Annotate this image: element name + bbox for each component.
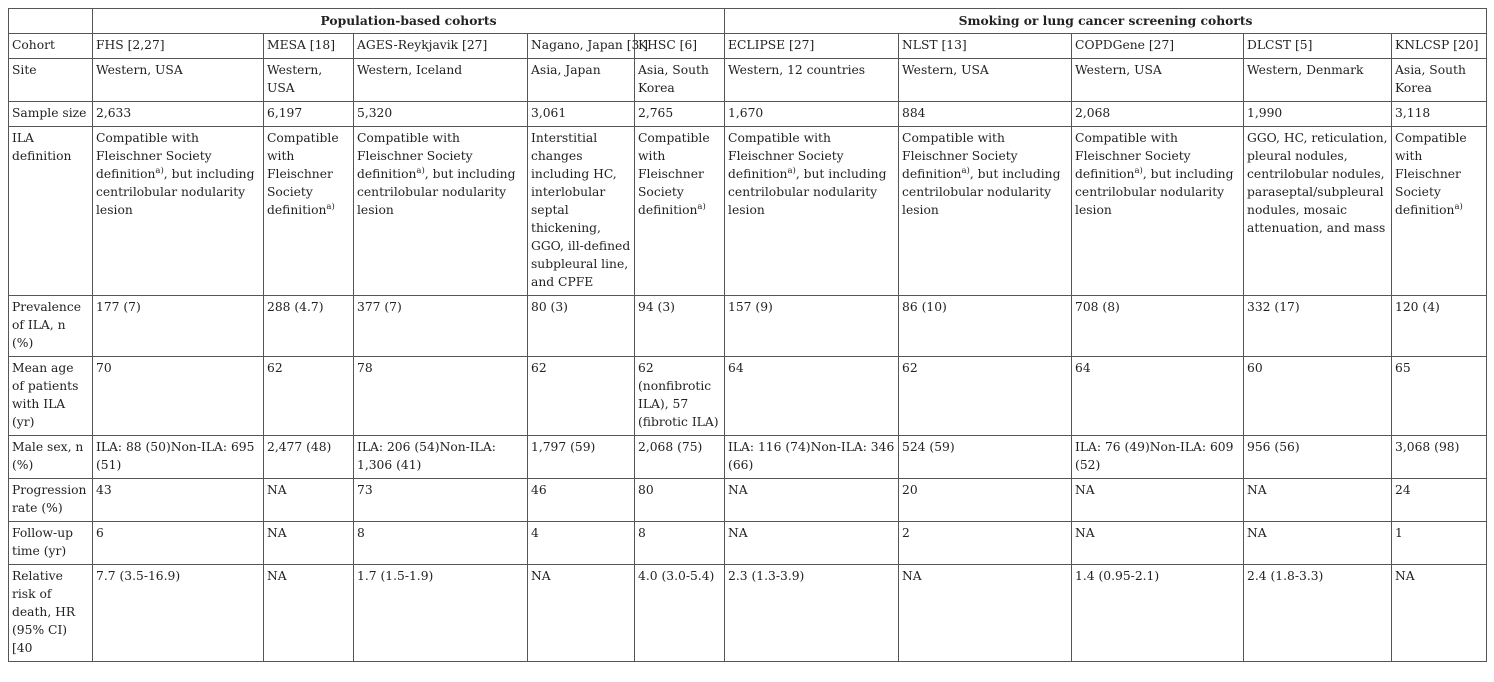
followup-cell: 4 <box>528 522 635 565</box>
definition-text-extra: , but including centrilobular nodularity lesion <box>728 167 887 217</box>
sample-size-cell: 1,670 <box>725 102 899 127</box>
followup-row <box>9 522 1487 565</box>
row-label-male-sex: Male sex, n (%) <box>9 436 93 479</box>
site-cell: Western, Denmark <box>1244 59 1392 102</box>
followup-cell: NA <box>264 522 354 565</box>
sample-size-cell: 884 <box>899 102 1072 127</box>
followup-cell: 1 <box>1392 522 1487 565</box>
footnote-marker: a) <box>1134 165 1143 176</box>
mean-age-cell: 62 <box>899 357 1072 436</box>
risk-cell: 1.7 (1.5-1.9) <box>354 565 528 662</box>
sample-size-cell: 3,061 <box>528 102 635 127</box>
prevalence-row <box>9 296 1487 357</box>
male-sex-row <box>9 436 1487 479</box>
site-cell: Western, Iceland <box>354 59 528 102</box>
ila-definition-cell <box>1392 127 1487 296</box>
ila-definition-cell <box>93 127 264 296</box>
site-row <box>9 59 1487 102</box>
cohort-row <box>9 34 1487 59</box>
site-cell: Western, USA <box>899 59 1072 102</box>
group-header-smoking: Smoking or lung cancer screening cohorts <box>725 9 1487 34</box>
ila-definition-cell <box>725 127 899 296</box>
progression-cell: 43 <box>93 479 264 522</box>
male-sex-cell: 524 (59) <box>899 436 1072 479</box>
prevalence-cell: 288 (4.7) <box>264 296 354 357</box>
risk-cell: NA <box>1392 565 1487 662</box>
progression-row <box>9 479 1487 522</box>
risk-cell: NA <box>528 565 635 662</box>
ila-definition-cell <box>899 127 1072 296</box>
followup-cell: NA <box>1244 522 1392 565</box>
male-sex-cell: ILA: 206 (54)Non-ILA: 1,306 (41) <box>354 436 528 479</box>
site-cell: Asia, Japan <box>528 59 635 102</box>
row-label-risk: Relative risk of death, HR (95% CI) [40 <box>9 565 93 662</box>
risk-cell: NA <box>264 565 354 662</box>
definition-text-extra: , but including centrilobular nodularity lesion <box>1075 167 1234 217</box>
risk-row <box>9 565 1487 662</box>
progression-cell: 20 <box>899 479 1072 522</box>
mean-age-cell: 62 <box>264 357 354 436</box>
row-label-progression: Progression rate (%) <box>9 479 93 522</box>
mean-age-cell: 64 <box>725 357 899 436</box>
definition-text-extra: , but including centrilobular nodularity lesion <box>357 167 516 217</box>
risk-cell: 4.0 (3.0-5.4) <box>635 565 725 662</box>
progression-cell: 46 <box>528 479 635 522</box>
site-cell: Western, 12 countries <box>725 59 899 102</box>
sample-size-cell: 3,118 <box>1392 102 1487 127</box>
cohort-name: AGES-Reykjavik [27] <box>354 34 528 59</box>
risk-cell: 1.4 (0.95-2.1) <box>1072 565 1244 662</box>
progression-cell: NA <box>1244 479 1392 522</box>
male-sex-cell: ILA: 76 (49)Non-ILA: 609 (52) <box>1072 436 1244 479</box>
sample-size-cell: 2,068 <box>1072 102 1244 127</box>
sample-size-cell: 1,990 <box>1244 102 1392 127</box>
risk-cell: NA <box>899 565 1072 662</box>
footnote-marker: a) <box>155 165 164 176</box>
site-cell: Western, USA <box>264 59 354 102</box>
footnote-marker: a) <box>416 165 425 176</box>
ila-definition-cell <box>1072 127 1244 296</box>
progression-cell: 24 <box>1392 479 1487 522</box>
mean-age-cell: 60 <box>1244 357 1392 436</box>
male-sex-cell: 1,797 (59) <box>528 436 635 479</box>
mean-age-cell: 65 <box>1392 357 1487 436</box>
sample-size-cell: 5,320 <box>354 102 528 127</box>
prevalence-cell: 80 (3) <box>528 296 635 357</box>
male-sex-cell: ILA: 116 (74)Non-ILA: 346 (66) <box>725 436 899 479</box>
ila-cohorts-table <box>8 8 1487 662</box>
site-cell: Asia, South Korea <box>635 59 725 102</box>
mean-age-cell: 62 <box>528 357 635 436</box>
followup-cell: 6 <box>93 522 264 565</box>
risk-cell: 7.7 (3.5-16.9) <box>93 565 264 662</box>
male-sex-cell: 3,068 (98) <box>1392 436 1487 479</box>
definition-text: Compatible with Fleischner Society definition <box>1075 131 1191 181</box>
row-label-followup: Follow-up time (yr) <box>9 522 93 565</box>
prevalence-cell: 86 (10) <box>899 296 1072 357</box>
progression-cell: 80 <box>635 479 725 522</box>
followup-cell: 2 <box>899 522 1072 565</box>
progression-cell: 73 <box>354 479 528 522</box>
row-label-prevalence: Prevalence of ILA, n (%) <box>9 296 93 357</box>
definition-text: Compatible with Fleischner Society definition <box>902 131 1018 181</box>
row-label-sample-size: Sample size <box>9 102 93 127</box>
prevalence-cell: 177 (7) <box>93 296 264 357</box>
site-cell: Asia, South Korea <box>1392 59 1487 102</box>
definition-text-extra: , but including centrilobular nodularity lesion <box>902 167 1061 217</box>
definition-text: Compatible with Fleischner Society definition <box>96 131 212 181</box>
ila-definition-cell <box>264 127 354 296</box>
ila-definition-cell: GGO, HC, reticulation, pleural nodules, centrilobular nodules, paraseptal/subpleural nodules, mosaic attenuation, and mass <box>1244 127 1392 296</box>
risk-cell: 2.3 (1.3-3.9) <box>725 565 899 662</box>
cohort-name: FHS [2,27] <box>93 34 264 59</box>
cohort-name: KHSC [6] <box>635 34 725 59</box>
prevalence-cell: 157 (9) <box>725 296 899 357</box>
empty-corner-cell <box>9 9 93 34</box>
progression-cell: NA <box>1072 479 1244 522</box>
definition-text: Compatible with Fleischner Society definition <box>638 131 710 217</box>
cohort-name: Nagano, Japan [3 ] <box>528 34 635 59</box>
ila-definition-row <box>9 127 1487 296</box>
ila-definition-cell <box>354 127 528 296</box>
cohort-name: MESA [18] <box>264 34 354 59</box>
male-sex-cell: ILA: 88 (50)Non-ILA: 695 (51) <box>93 436 264 479</box>
footnote-marker: a) <box>697 201 706 212</box>
followup-cell: 8 <box>635 522 725 565</box>
row-label-mean-age: Mean age of patients with ILA (yr) <box>9 357 93 436</box>
risk-cell: 2.4 (1.8-3.3) <box>1244 565 1392 662</box>
mean-age-cell: 78 <box>354 357 528 436</box>
cohort-name: COPDGene [27] <box>1072 34 1244 59</box>
mean-age-cell: 70 <box>93 357 264 436</box>
row-label-site: Site <box>9 59 93 102</box>
ila-definition-cell: Interstitial changes including HC, interlobular septal thickening, GGO, ill-defined subpleural line, and CPFE <box>528 127 635 296</box>
cohort-name: KNLCSP [20] <box>1392 34 1487 59</box>
sample-size-cell: 6,197 <box>264 102 354 127</box>
footnote-marker: a) <box>787 165 796 176</box>
male-sex-cell: 2,068 (75) <box>635 436 725 479</box>
mean-age-row <box>9 357 1487 436</box>
mean-age-cell: 64 <box>1072 357 1244 436</box>
prevalence-cell: 708 (8) <box>1072 296 1244 357</box>
definition-text: Compatible with Fleischner Society definition <box>267 131 339 217</box>
sample-size-cell: 2,765 <box>635 102 725 127</box>
progression-cell: NA <box>264 479 354 522</box>
prevalence-cell: 332 (17) <box>1244 296 1392 357</box>
mean-age-cell: 62 (nonfibrotic ILA), 57 (fibrotic ILA) <box>635 357 725 436</box>
site-cell: Western, USA <box>1072 59 1244 102</box>
prevalence-cell: 377 (7) <box>354 296 528 357</box>
footnote-marker: a) <box>326 201 335 212</box>
ila-definition-cell <box>635 127 725 296</box>
row-label-cohort: Cohort <box>9 34 93 59</box>
sample-size-row <box>9 102 1487 127</box>
prevalence-cell: 94 (3) <box>635 296 725 357</box>
definition-text-extra: , but including centrilobular nodularity lesion <box>96 167 255 217</box>
definition-text: Compatible with Fleischner Society definition <box>357 131 473 181</box>
footnote-marker: a) <box>1454 201 1463 212</box>
cohort-name: DLCST [5] <box>1244 34 1392 59</box>
cohort-name: NLST [13] <box>899 34 1072 59</box>
definition-text: Compatible with Fleischner Society definition <box>1395 131 1467 217</box>
group-header-population: Population-based cohorts <box>93 9 725 34</box>
sample-size-cell: 2,633 <box>93 102 264 127</box>
cohort-name: ECLIPSE [27] <box>725 34 899 59</box>
progression-cell: NA <box>725 479 899 522</box>
group-header-row <box>9 9 1487 34</box>
followup-cell: NA <box>725 522 899 565</box>
male-sex-cell: 2,477 (48) <box>264 436 354 479</box>
followup-cell: 8 <box>354 522 528 565</box>
site-cell: Western, USA <box>93 59 264 102</box>
footnote-marker: a) <box>961 165 970 176</box>
row-label-ila-definition: ILA definition <box>9 127 93 296</box>
prevalence-cell: 120 (4) <box>1392 296 1487 357</box>
definition-text: Compatible with Fleischner Society definition <box>728 131 844 181</box>
followup-cell: NA <box>1072 522 1244 565</box>
male-sex-cell: 956 (56) <box>1244 436 1392 479</box>
